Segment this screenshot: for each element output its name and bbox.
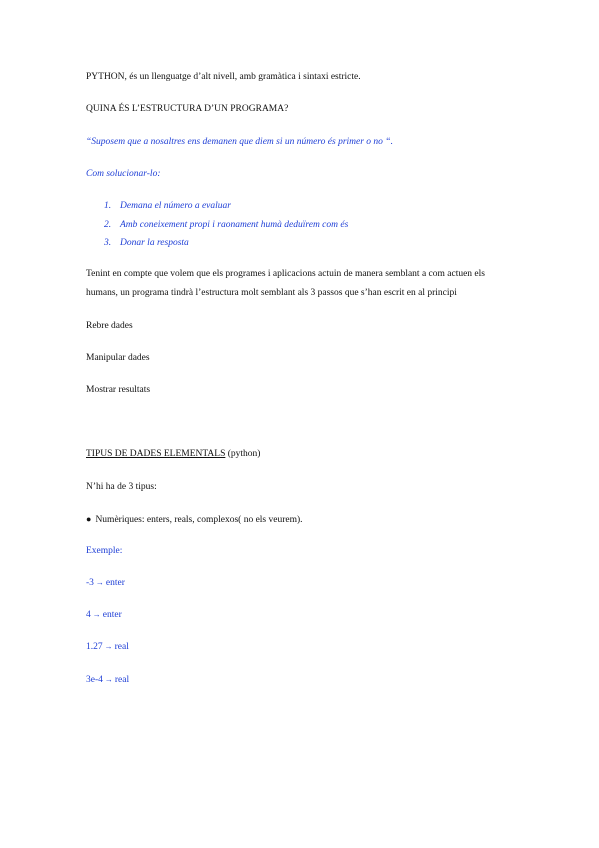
step-item [104, 219, 348, 231]
phase-show: Mostrar resultats [86, 385, 151, 395]
example-type: enter [105, 578, 125, 588]
example-type: real [114, 675, 130, 685]
question-heading: QUINA ÉS L’ESTRUCTURA D’UN PROGRAMA? [86, 104, 289, 114]
step-item [104, 237, 189, 249]
bullet-icon: ● [86, 514, 92, 524]
intro-text: PYTHON, és un llenguatge d’alt nivell, amb gramàtica i sintaxi estricte. [86, 72, 361, 82]
example-type: enter [102, 610, 122, 620]
phase-manipulate: Manipular dades [86, 353, 150, 363]
example-row [86, 674, 129, 686]
arrow-icon: → [104, 642, 113, 651]
step-number: 2. [104, 220, 112, 230]
example-label: Exemple: [86, 546, 123, 556]
paragraph-line: humans, un programa tindrà l’estructura molt semblant als 3 passos que s’han escrit en al principi [86, 288, 457, 298]
example-type: real [114, 642, 129, 652]
example-row [86, 609, 122, 621]
step-text: Donar la resposta [120, 238, 189, 248]
paragraph-line: Tenint en compte que volem que els programes i aplicacions actuin de manera semblant a com actuen els [86, 269, 485, 279]
phase-receive: Rebre dades [86, 321, 133, 331]
step-text: Demana el número a evaluar [120, 201, 231, 211]
step-number: 3. [104, 238, 112, 248]
types-heading-row [86, 448, 260, 460]
example-value: 4 [86, 610, 91, 620]
example-row [86, 577, 125, 589]
example-value: -3 [86, 578, 94, 588]
types-heading-suffix: (python) [227, 449, 261, 459]
numeric-types-item [86, 513, 303, 526]
example-quote: “Suposem que a nosaltres ens demanen que diem si un número és primer o no “. [86, 137, 393, 147]
example-row [86, 641, 129, 653]
how-to-solve-label: Com solucionar-lo: [86, 169, 161, 179]
numeric-types-text: Numèriques: enters, reals, complexos( no els veurem). [95, 515, 303, 525]
step-number: 1. [104, 201, 112, 211]
step-text: Amb coneixement propi i raonament humà deduïrem com és [120, 220, 349, 230]
step-item [104, 200, 231, 212]
types-heading: TIPUS DE DADES ELEMENTALS [86, 449, 226, 459]
arrow-icon: → [104, 675, 113, 684]
example-value: 1.27 [86, 642, 103, 652]
arrow-icon: → [95, 578, 104, 587]
types-count: N’hi ha de 3 tipus: [86, 482, 157, 492]
example-value: 3e-4 [86, 675, 103, 685]
arrow-icon: → [92, 610, 101, 619]
